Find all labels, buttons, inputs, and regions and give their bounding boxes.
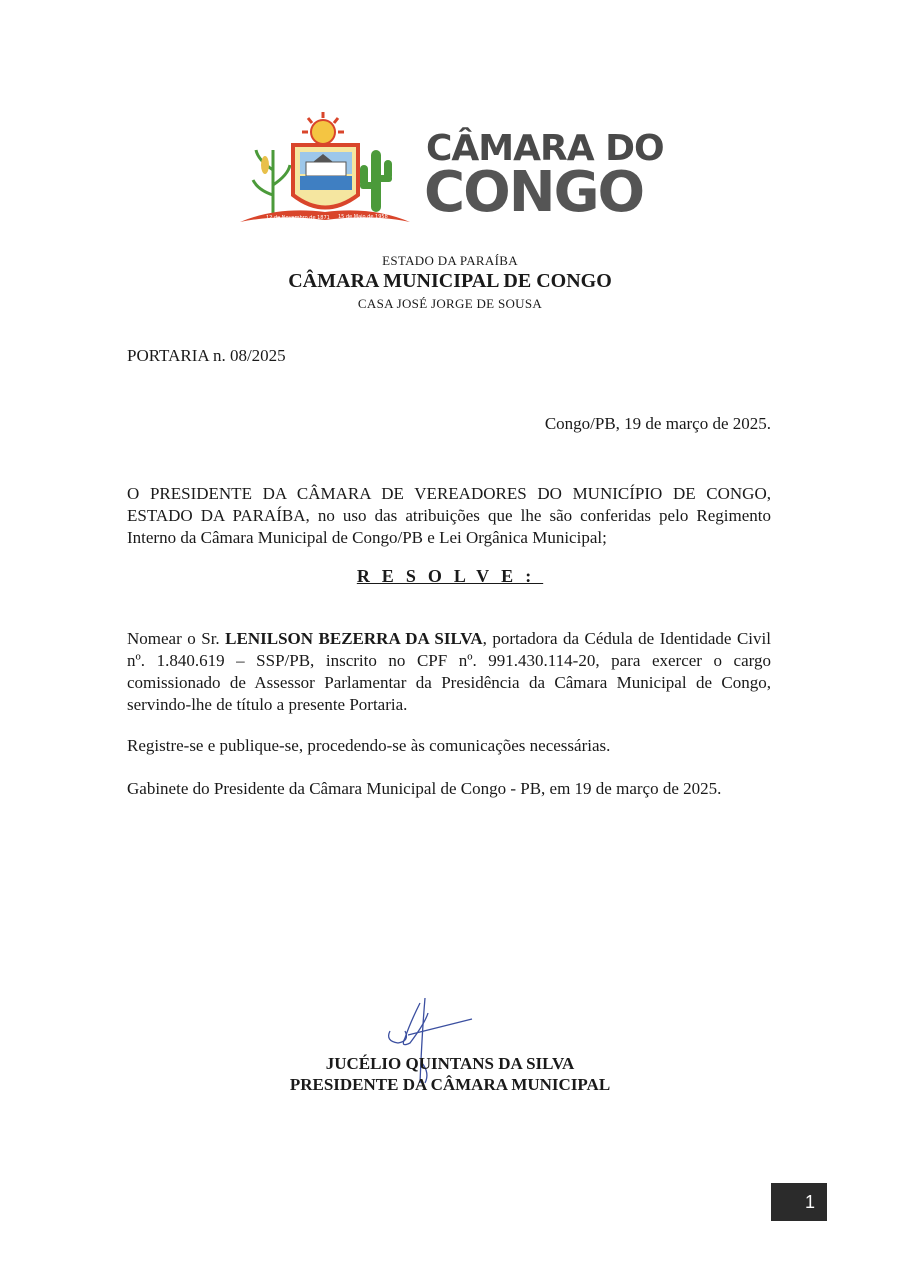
ribbon-right-text: 15 de Maio de 1958	[338, 214, 388, 220]
coat-of-arms-emblem	[238, 110, 413, 230]
signatory-title: PRESIDENTE DA CÂMARA MUNICIPAL	[289, 1075, 611, 1094]
preamble-paragraph: O PRESIDENTE DA CÂMARA DE VEREADORES DO MUNICÍPIO DE CONGO, ESTADO DA PARAÍBA, no uso das atribuições que lhe são conferidas pelo Regimento Interno da Câmara Municipal de Congo/PB e Lei Orgânica Municipal;	[127, 484, 771, 547]
header-house-name: CASA JOSÉ JORGE DE SOUSA	[357, 296, 543, 311]
appointee-name: LENILSON BEZERRA DA SILVA	[225, 629, 483, 648]
appointment-prefix: Nomear o Sr.	[127, 629, 226, 648]
appointment-details: , portadora da Cédula de Identidade Civil nº. 1.840.619 – SSP/PB, inscrito no CPF nº. 991.430.114-20, para exercer o cargo comissionado de Assessor Parlamentar da Presidência da Câmara Municipal de Congo, servindo-lhe de título a presente Portaria.	[127, 629, 771, 714]
appointment-paragraph	[127, 628, 771, 716]
logo-text-line1: CÂMARA DO	[426, 128, 664, 169]
signatory-name: JUCÉLIO QUINTANS DA SILVA	[325, 1054, 575, 1073]
resolve-heading: RESOLVE:	[356, 566, 544, 586]
chamber-logo	[238, 110, 664, 235]
document-date: Congo/PB, 19 de março de 2025.	[544, 414, 771, 433]
header-state: ESTADO DA PARAÍBA	[382, 253, 518, 268]
header-chamber-name: CÂMARA MUNICIPAL DE CONGO	[288, 270, 612, 292]
portaria-number: PORTARIA n. 08/2025	[127, 346, 286, 365]
page-number-badge: 1	[771, 1183, 827, 1221]
closing-paragraph: Gabinete do Presidente da Câmara Municipal de Congo - PB, em 19 de março de 2025.	[127, 779, 722, 798]
ribbon-left-text: 12 de Novembro de 1871	[266, 215, 330, 221]
publication-paragraph: Registre-se e publique-se, procedendo-se às comunicações necessárias.	[127, 736, 611, 755]
logo-text-line2: CONGO	[424, 160, 644, 225]
